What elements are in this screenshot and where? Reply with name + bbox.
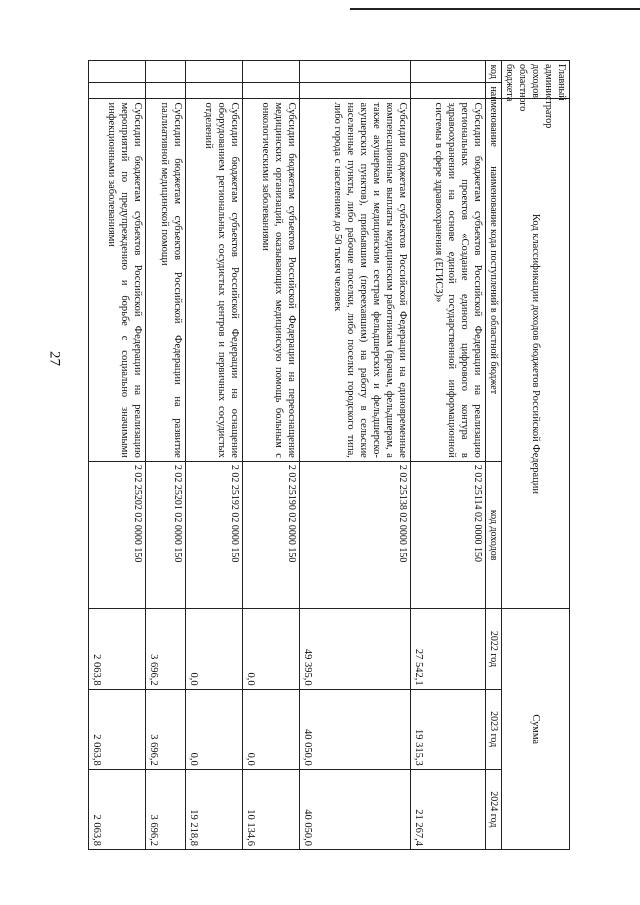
value-2023-cell: 3 696,2 [146, 689, 186, 769]
admin-name-cell [410, 83, 485, 99]
income-code-cell: 2 02 25190 02 0000 150 [243, 461, 300, 609]
admin-group-header: Главный администратор доходов областного бюджета [502, 61, 570, 99]
value-2022-cell: 0,0 [243, 609, 300, 689]
income-name-cell: Субсидии бюджетам субъектов Российской Федерации на реализацию региональных проектов «Создание единого цифрового контура в здравоохранении на основе единой государственной информационной системы в сфере здравоохранения (ЕГИСЗ)» [410, 99, 485, 461]
table-row [300, 61, 411, 850]
admin-code-header: код [486, 61, 502, 83]
value-2023-cell: 19 315,3 [410, 689, 485, 769]
value-2022-cell: 2 063,8 [89, 609, 146, 689]
income-table [88, 60, 570, 850]
admin-name-cell [243, 83, 300, 99]
value-2022-cell: 49 395,0 [300, 609, 411, 689]
admin-name-cell [146, 83, 186, 99]
admin-name-cell [300, 83, 411, 99]
admin-name-header: наименование [486, 83, 502, 99]
value-2023-cell: 0,0 [243, 689, 300, 769]
value-2022-cell: 27 542,1 [410, 609, 485, 689]
table-row [146, 61, 186, 850]
income-code-cell: 2 02 25201 02 0000 150 [146, 461, 186, 609]
sum-header: Сумма [502, 609, 570, 850]
income-code-cell: 2 02 25114 02 0000 150 [410, 461, 485, 609]
value-2024-cell: 2 063,8 [89, 769, 146, 849]
admin-code-cell [146, 61, 186, 83]
income-code-cell: 2 02 25138 02 0000 150 [300, 461, 411, 609]
top-rule [350, 8, 640, 10]
value-2023-cell: 0,0 [185, 689, 242, 769]
admin-code-cell [300, 61, 411, 83]
income-name-header: наименование кода поступлений в областной бюджет [486, 99, 502, 461]
admin-name-cell [185, 83, 242, 99]
income-code-header: код доходов [486, 461, 502, 609]
value-2024-cell: 40 050,0 [300, 769, 411, 849]
page-number: 27 [46, 351, 63, 366]
income-code-cell: 2 02 25192 02 0000 150 [185, 461, 242, 609]
value-2024-cell: 10 134,6 [243, 769, 300, 849]
income-code-cell: 2 02 25202 02 0000 150 [89, 461, 146, 609]
year-2023-header: 2023 год [486, 689, 502, 769]
value-2022-cell: 0,0 [185, 609, 242, 689]
admin-code-cell [185, 61, 242, 83]
value-2024-cell: 19 218,8 [185, 769, 242, 849]
income-name-cell: Субсидии бюджетам субъектов Российской Федерации на развитие паллиативной медицинской помощи [146, 99, 186, 461]
income-name-cell: Субсидии бюджетам субъектов Российской Федерации на реализацию мероприятий по предупреждению и борьбе с социально значимыми инфекционными заболеваниями [89, 99, 146, 461]
income-name-cell: Субсидии бюджетам субъектов Российской Федерации на переоснащение медицинских организаций, оказывающих медицинскую помощь больным с онкологическими заболеваниями [243, 99, 300, 461]
value-2024-cell: 21 267,4 [410, 769, 485, 849]
classification-header: Код классификации доходов бюджетов Российской Федерации [502, 99, 570, 609]
admin-code-cell [410, 61, 485, 83]
income-name-cell: Субсидии бюджетам субъектов Российской Федерации на единовременные компенсационные выплаты медицинским работникам (врачам, фельдшерам, а также акушеркам и медицинским сестрам фельдшерских и фельдшерско-акушерских пунктов), прибывшим (переехавшим) на работу в сельские населенные пункты, либо рабочие поселки, либо поселки городского типа, либо города с населением до 50 тысяч человек [300, 99, 411, 461]
value-2022-cell: 3 696,2 [146, 609, 186, 689]
income-name-cell: Субсидии бюджетам субъектов Российской Федерации на оснащение оборудованием региональных сосудистых центров и первичных сосудистых отделений [185, 99, 242, 461]
admin-code-cell [89, 61, 146, 83]
value-2023-cell: 40 050,0 [300, 689, 411, 769]
table-row [89, 61, 146, 850]
year-2024-header: 2024 год [486, 769, 502, 849]
table-row [410, 61, 485, 850]
year-2022-header: 2022 год [486, 609, 502, 689]
table-row [243, 61, 300, 850]
value-2023-cell: 2 063,8 [89, 689, 146, 769]
table-row [185, 61, 242, 850]
admin-name-cell [89, 83, 146, 99]
value-2024-cell: 3 696,2 [146, 769, 186, 849]
admin-code-cell [243, 61, 300, 83]
rotated-page [88, 60, 570, 850]
